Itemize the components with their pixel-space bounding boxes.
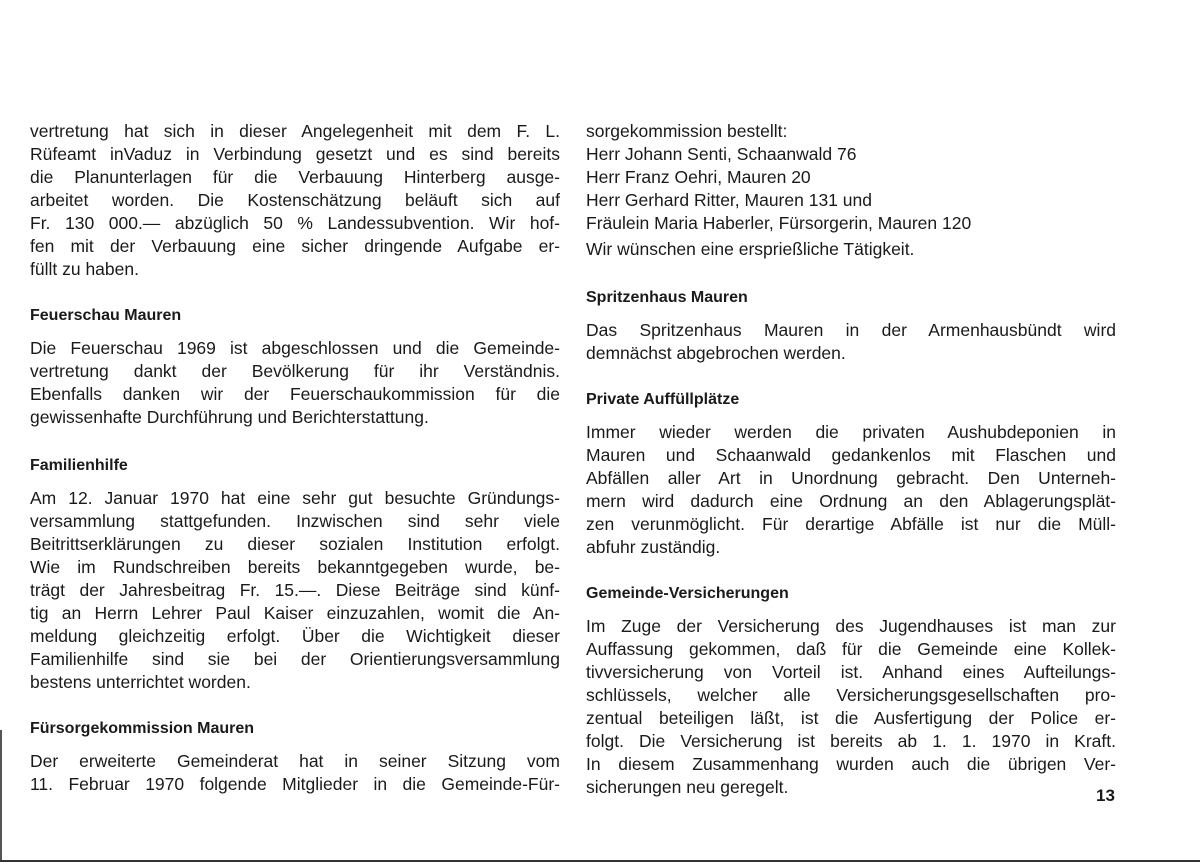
text-line: Der erweiterte Gemeinderat hat in seiner Sitzung vom [30, 751, 560, 771]
text-line: Familienhilfe sind sie bei der Orientierungsversammlung [30, 649, 560, 669]
text-line: tig an Herrn Lehrer Paul Kaiser einzuzahlen, womit die An- [30, 603, 560, 623]
section-heading-familienhilfe: Familienhilfe [30, 457, 128, 474]
left-intro-paragraph [30, 120, 560, 281]
text-line: füllt zu haben. [30, 259, 139, 279]
text-line: Am 12. Januar 1970 hat eine sehr gut besuchte Gründungs- [30, 488, 560, 508]
text-line: Rüfeamt inVaduz in Verbindung gesetzt und es sind bereits [30, 144, 560, 164]
section-body-fuersorgekommission [30, 750, 560, 796]
text-line: Mauren und Schaanwald gedankenlos mit Flaschen und [586, 445, 1116, 465]
text-line: abfuhr zuständig. [586, 537, 721, 557]
text-line: sicherungen neu geregelt. [586, 777, 789, 797]
text-line: Fräulein Maria Haberler, Fürsorgerin, Mauren 120 [586, 213, 972, 233]
text-line: mern wird dadurch eine Ordnung an den Ablagerungsplät- [586, 491, 1116, 511]
text-line: versammlung stattgefunden. Inzwischen sind sehr viele [30, 511, 560, 531]
left-column [30, 120, 560, 796]
section-heading-fuersorgekommission: Fürsorgekommission Mauren [30, 720, 255, 737]
scan-edge-bottom [0, 860, 1200, 862]
page-number: 13 [1096, 786, 1115, 805]
text-line: 11. Februar 1970 folgende Mitglieder in die Gemeinde-Für- [30, 774, 560, 794]
text-line: zentual beteiligen läßt, ist die Ausfertigung der Police er- [586, 708, 1116, 728]
text-line: tivversicherung von Vorteil ist. Anhand eines Aufteilungs- [586, 662, 1116, 682]
text-line: Beitrittserklärungen zu dieser sozialen Institution erfolgt. [30, 534, 560, 554]
text-line: Herr Johann Senti, Schaanwald 76 [586, 144, 857, 164]
section-body-spritzenhaus [586, 319, 1116, 365]
section-body-familienhilfe [30, 487, 560, 694]
text-line: Das Spritzenhaus Mauren in der Armenhausbündt wird [586, 320, 1116, 340]
text-line: Wie im Rundschreiben bereits bekanntgegeben wurde, be- [30, 557, 560, 577]
text-line: gewissenhafte Durchführung und Berichterstattung. [30, 407, 429, 427]
text-line: folgt. Die Versicherung ist bereits ab 1. 1. 1970 in Kraft. [586, 731, 1116, 751]
section-heading-auffuellplaetze: Private Auffüllplätze [586, 391, 740, 408]
text-line: die Planunterlagen für die Verbauung Hinterberg ausge- [30, 167, 560, 187]
text-line: Ebenfalls danken wir der Feuerschaukommission für die [30, 384, 560, 404]
text-line: Immer wieder werden die privaten Aushubdeponien in [586, 422, 1116, 442]
text-line: bestens unterrichtet worden. [30, 672, 251, 692]
text-line: arbeitet worden. Die Kostenschätzung beläuft sich auf [30, 190, 560, 210]
text-line: Wir wünschen eine ersprießliche Tätigkeit. [586, 239, 915, 259]
text-line: Herr Franz Oehri, Mauren 20 [586, 167, 811, 187]
section-body-auffuellplaetze [586, 421, 1116, 559]
text-line: vertretung dankt der Bevölkerung für ihr Verständnis. [30, 361, 560, 381]
scan-edge-left [0, 730, 2, 862]
text-line: sorgekommission bestellt: [586, 121, 788, 141]
text-line: schlüssels, welcher alle Versicherungsgesellschaften pro- [586, 685, 1116, 705]
text-line: zen verunmöglicht. Für derartige Abfälle ist nur die Müll- [586, 514, 1116, 534]
right-intro-paragraph [586, 120, 1116, 261]
text-line: Im Zuge der Versicherung des Jugendhauses ist man zur [586, 616, 1116, 636]
section-heading-feuerschau: Feuerschau Mauren [30, 307, 182, 324]
text-line: fen mit der Verbauung eine sicher dringende Aufgabe er- [30, 236, 560, 256]
text-line: meldung gleichzeitig erfolgt. Über die Wichtigkeit dieser [30, 626, 560, 646]
text-line: Die Feuerschau 1969 ist abgeschlossen und die Gemeinde- [30, 338, 560, 358]
section-body-feuerschau [30, 337, 560, 429]
text-line: vertretung hat sich in dieser Angelegenheit mit dem F. L. [30, 121, 560, 141]
text-line: In diesem Zusammenhang wurden auch die übrigen Ver- [586, 754, 1116, 774]
text-line: Abfällen aller Art in Unordnung gebracht. Den Unterneh- [586, 468, 1116, 488]
text-line: trägt der Jahresbeitrag Fr. 15.—. Diese Beiträge sind künf- [30, 580, 560, 600]
text-line: Herr Gerhard Ritter, Mauren 131 und [586, 190, 872, 210]
section-body-versicherungen [586, 615, 1116, 799]
right-column [586, 120, 1116, 799]
text-line: demnächst abgebrochen werden. [586, 343, 846, 363]
text-line: Auffassung gekommen, daß für die Gemeinde eine Kollek- [586, 639, 1116, 659]
section-heading-spritzenhaus: Spritzenhaus Mauren [586, 289, 748, 306]
text-line: Fr. 130 000.— abzüglich 50 % Landessubvention. Wir hof- [30, 213, 560, 233]
section-heading-versicherungen: Gemeinde-Versicherungen [586, 585, 789, 602]
